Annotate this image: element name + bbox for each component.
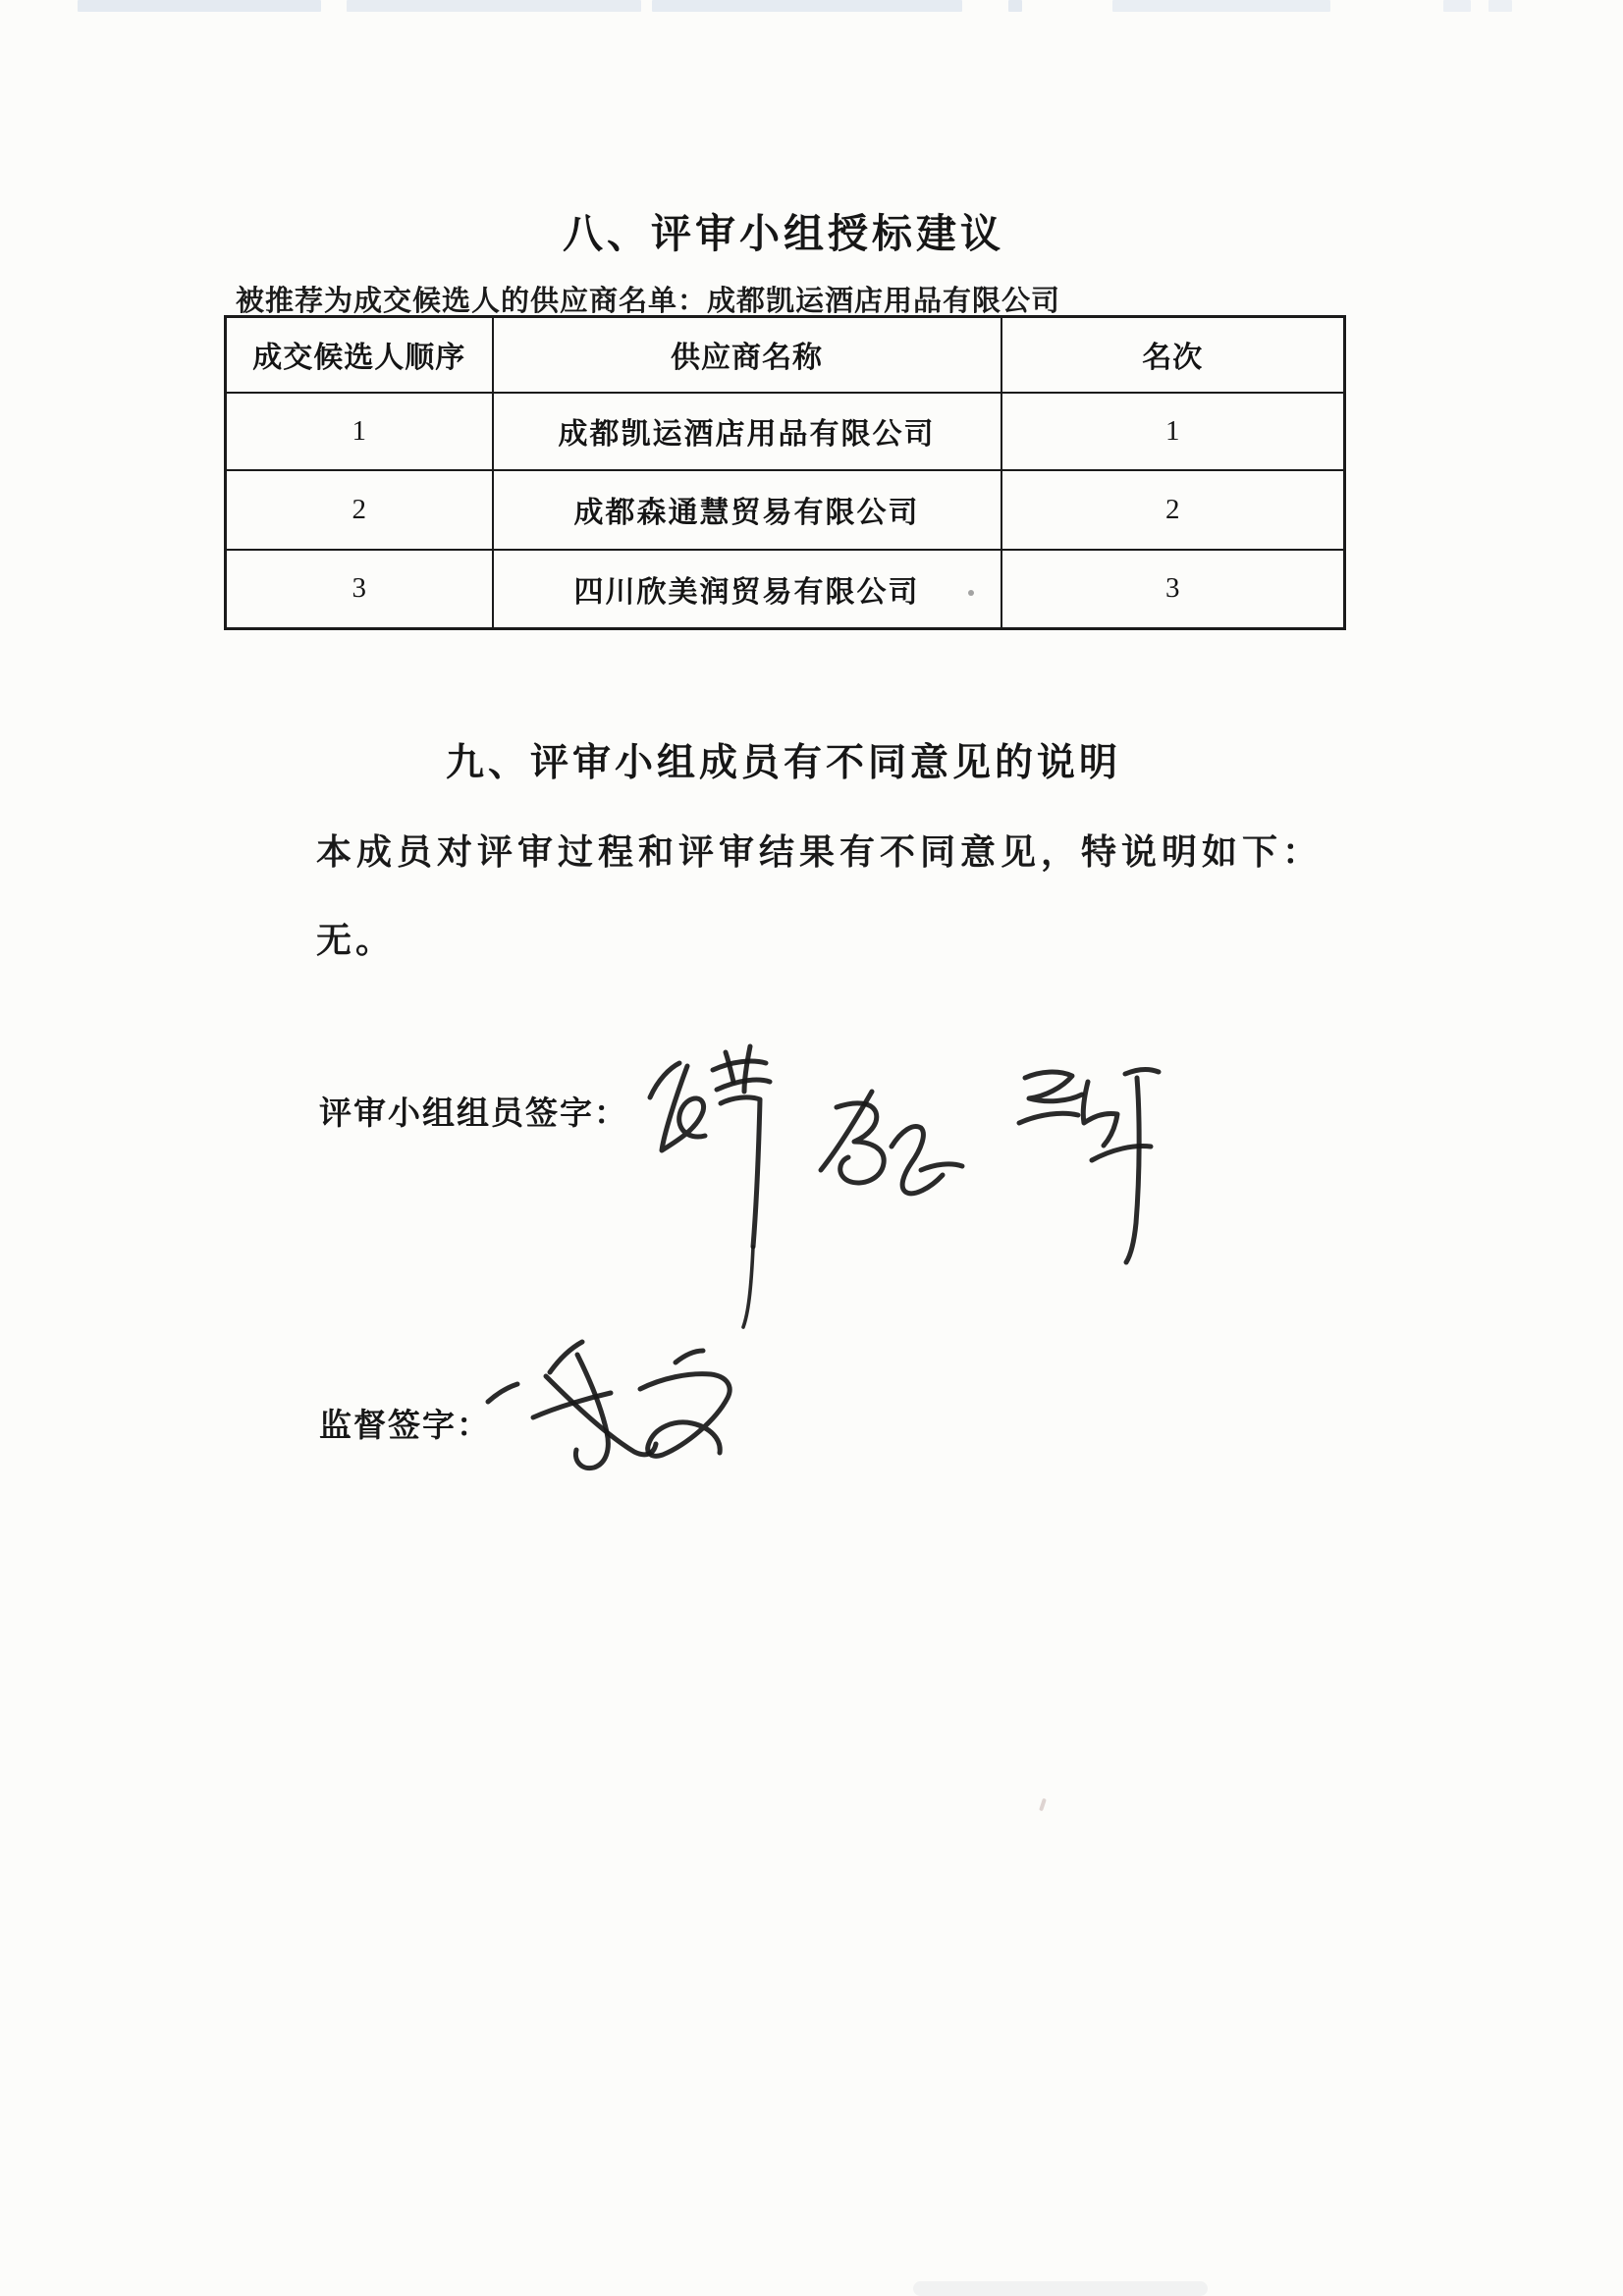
dissent-content: 无。 (316, 920, 396, 960)
column-header-supplier: 供应商名称 (493, 317, 1001, 393)
scan-artifact-segment (1008, 0, 1022, 12)
order-cell: 3 (226, 550, 493, 629)
scan-artifact-segment (1488, 0, 1512, 12)
dissent-statement: 本成员对评审过程和评审结果有不同意见，特说明如下： (316, 831, 1324, 872)
scan-artifact-segment (652, 0, 962, 12)
member-signature-2-icon (821, 1092, 962, 1194)
column-header-order: 成交候选人顺序 (226, 317, 493, 393)
section-dissent-title: 九、评审小组成员有不同意见的说明 (445, 742, 1121, 784)
column-header-rank: 名次 (1001, 317, 1345, 393)
order-cell: 2 (226, 470, 493, 550)
scan-artifact-segment (78, 0, 321, 12)
table-row (226, 470, 1345, 550)
table-row (226, 393, 1345, 470)
scan-artifact-segment (1443, 0, 1471, 12)
order-cell: 1 (226, 393, 493, 470)
supplier-cell: 四川欣美润贸易有限公司 (493, 550, 1001, 629)
supplier-cell: 成都森通慧贸易有限公司 (493, 470, 1001, 550)
scan-artifact-strip (0, 0, 1623, 13)
rank-cell: 1 (1001, 393, 1345, 470)
scan-smudge (913, 2281, 1208, 2296)
scan-speck (1039, 1798, 1047, 1812)
scan-artifact-segment (347, 0, 641, 12)
scan-artifact-segment (1112, 0, 1330, 12)
award-recommendation-table (224, 315, 1346, 630)
supervisor-signature-label: 监督签字： (319, 1407, 491, 1443)
member-signature-3-icon (1019, 1070, 1159, 1262)
scan-speck (968, 590, 974, 596)
member-signature-1-icon (650, 1046, 770, 1327)
supervisor-signature-icon (488, 1342, 730, 1468)
supplier-cell: 成都凯运酒店用品有限公司 (493, 393, 1001, 470)
rank-cell: 3 (1001, 550, 1345, 629)
recommended-supplier-line: 被推荐为成交候选人的供应商名单：成都凯运酒店用品有限公司 (236, 286, 1061, 317)
table-row (226, 550, 1345, 629)
member-signature-label: 评审小组组员签字： (319, 1095, 628, 1131)
table-header-row (226, 317, 1345, 393)
section-award-title: 八、评审小组授标建议 (563, 211, 1004, 256)
rank-cell: 2 (1001, 470, 1345, 550)
